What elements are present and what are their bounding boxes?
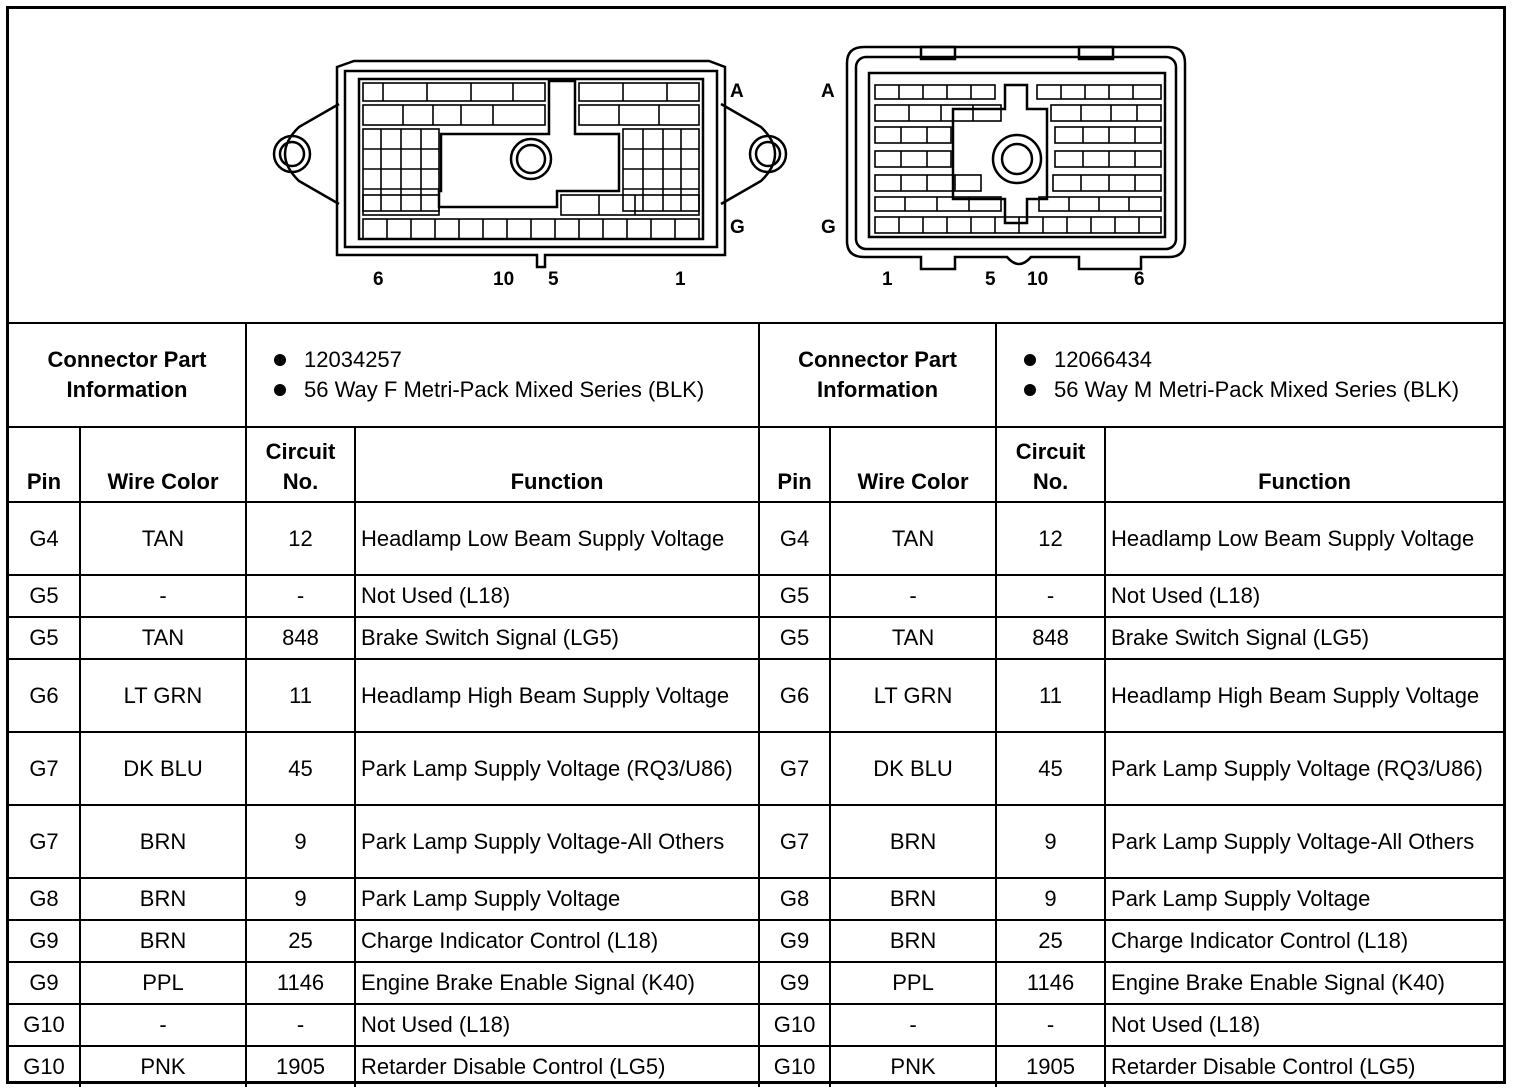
circuit-no-cell: 9 (246, 805, 355, 878)
function-cell: Engine Brake Enable Signal (K40) (355, 962, 759, 1004)
circuit-no-cell: 11 (996, 659, 1105, 732)
function-cell: Headlamp Low Beam Supply Voltage (355, 502, 759, 575)
left-part-description (274, 375, 753, 405)
left-pin-label-1: 1 (675, 269, 686, 290)
pin-header: Pin (9, 427, 80, 502)
pin-cell: G8 (9, 878, 80, 920)
wire-color-cell: PNK (80, 1046, 246, 1087)
right-pin-label-5: 5 (985, 269, 996, 290)
circuit-no-cell: 9 (996, 878, 1105, 920)
wire-color-cell: TAN (830, 617, 996, 659)
column-header-row (9, 427, 1503, 502)
wire-color-cell: PPL (80, 962, 246, 1004)
right-part-number (1024, 345, 1498, 375)
left-part-number-text: 12034257 (304, 347, 402, 372)
wire-color-cell: BRN (80, 805, 246, 878)
function-cell: Park Lamp Supply Voltage (RQ3/U86) (1105, 732, 1503, 805)
pin-cell: G5 (9, 617, 80, 659)
pin-cell: G10 (9, 1004, 80, 1046)
left-pin-label-5: 5 (548, 269, 559, 290)
function-header: Function (355, 427, 759, 502)
function-cell: Headlamp High Beam Supply Voltage (355, 659, 759, 732)
circuit-no-cell: 12 (996, 502, 1105, 575)
circuit-no-cell: - (246, 1004, 355, 1046)
left-pin-label-10: 10 (493, 269, 515, 290)
pin-cell: G10 (759, 1046, 830, 1087)
table-row (9, 878, 1503, 920)
function-cell: Not Used (L18) (355, 1004, 759, 1046)
pin-cell: G7 (9, 732, 80, 805)
right-connector-cavities (875, 85, 1161, 233)
function-cell: Headlamp Low Beam Supply Voltage (1105, 502, 1503, 575)
circuit-no-cell: - (996, 575, 1105, 617)
function-cell: Park Lamp Supply Voltage-All Others (355, 805, 759, 878)
wire-color-cell: - (80, 1004, 246, 1046)
table-row (9, 659, 1503, 732)
function-cell: Park Lamp Supply Voltage (355, 878, 759, 920)
bullet-icon (274, 354, 286, 366)
table-row (9, 1004, 1503, 1046)
function-cell: Retarder Disable Control (LG5) (1105, 1046, 1503, 1087)
circuit-no-cell: 45 (246, 732, 355, 805)
wire-color-cell: - (80, 575, 246, 617)
left-pin-label-6: 6 (373, 269, 384, 290)
right-part-description (1024, 375, 1498, 405)
function-cell: Not Used (L18) (1105, 575, 1503, 617)
left-part-number (274, 345, 753, 375)
circuit-no-cell: 25 (996, 920, 1105, 962)
pin-cell: G9 (759, 962, 830, 1004)
right-row-label-g: G (821, 217, 836, 238)
pin-cell: G5 (759, 617, 830, 659)
wire-color-cell: PPL (830, 962, 996, 1004)
circuit-no-cell: - (996, 1004, 1105, 1046)
connector-diagram (9, 9, 1503, 322)
wire-color-cell: - (830, 1004, 996, 1046)
pin-cell: G5 (9, 575, 80, 617)
pin-cell: G9 (9, 920, 80, 962)
circuit-no-cell: 1905 (996, 1046, 1105, 1087)
circuit-no-header: Circuit No. (246, 427, 355, 502)
left-row-label-g: G (730, 217, 745, 238)
wire-color-cell: DK BLU (80, 732, 246, 805)
circuit-no-cell: 12 (246, 502, 355, 575)
pin-cell: G8 (759, 878, 830, 920)
right-pin-label-1: 1 (882, 269, 893, 290)
function-cell: Charge Indicator Control (L18) (1105, 920, 1503, 962)
circuit-no-cell: 848 (996, 617, 1105, 659)
pin-cell: G10 (9, 1046, 80, 1087)
pin-cell: G9 (9, 962, 80, 1004)
right-pin-label-10: 10 (1027, 269, 1049, 290)
circuit-no-cell: 1146 (996, 962, 1105, 1004)
pin-cell: G7 (759, 732, 830, 805)
wire-color-header: Wire Color (830, 427, 996, 502)
left-row-label-a: A (730, 81, 744, 102)
wire-color-cell: TAN (80, 617, 246, 659)
wire-color-cell: BRN (830, 878, 996, 920)
table-row (9, 920, 1503, 962)
function-cell: Brake Switch Signal (LG5) (355, 617, 759, 659)
wire-color-cell: TAN (80, 502, 246, 575)
pin-cell: G4 (9, 502, 80, 575)
pin-cell: G4 (759, 502, 830, 575)
pin-header: Pin (759, 427, 830, 502)
circuit-no-cell: 1905 (246, 1046, 355, 1087)
table-row (9, 962, 1503, 1004)
function-cell: Retarder Disable Control (LG5) (355, 1046, 759, 1087)
circuit-no-cell: - (246, 575, 355, 617)
left-connector-info-label: Connector Part Information (9, 323, 246, 427)
function-cell: Park Lamp Supply Voltage (1105, 878, 1503, 920)
wire-color-cell: BRN (80, 878, 246, 920)
right-part-number-text: 12066434 (1054, 347, 1152, 372)
circuit-no-cell: 1146 (246, 962, 355, 1004)
circuit-no-cell: 848 (246, 617, 355, 659)
right-connector-info-label: Connector Part Information (759, 323, 996, 427)
wire-color-header: Wire Color (80, 427, 246, 502)
pinout-table (9, 322, 1503, 1087)
wire-color-cell: BRN (830, 920, 996, 962)
pin-cell: G10 (759, 1004, 830, 1046)
circuit-no-cell: 45 (996, 732, 1105, 805)
wire-color-cell: BRN (830, 805, 996, 878)
function-cell: Charge Indicator Control (L18) (355, 920, 759, 962)
function-cell: Engine Brake Enable Signal (K40) (1105, 962, 1503, 1004)
wire-color-cell: LT GRN (830, 659, 996, 732)
connector-sheet (6, 6, 1506, 1084)
wire-color-cell: LT GRN (80, 659, 246, 732)
left-connector-cavities (363, 83, 699, 239)
function-cell: Park Lamp Supply Voltage (RQ3/U86) (355, 732, 759, 805)
function-header: Function (1105, 427, 1503, 502)
left-connector-info (246, 323, 759, 427)
function-cell: Brake Switch Signal (LG5) (1105, 617, 1503, 659)
left-connector-shape (274, 61, 786, 267)
function-cell: Not Used (L18) (355, 575, 759, 617)
wire-color-cell: PNK (830, 1046, 996, 1087)
pin-cell: G6 (9, 659, 80, 732)
connector-drawing (9, 9, 1503, 322)
right-pin-label-6: 6 (1134, 269, 1145, 290)
table-row (9, 502, 1503, 575)
pin-cell: G5 (759, 575, 830, 617)
function-cell: Not Used (L18) (1105, 1004, 1503, 1046)
bullet-icon (1024, 384, 1036, 396)
bullet-icon (274, 384, 286, 396)
right-row-label-a: A (821, 81, 835, 102)
connector-info-row (9, 323, 1503, 427)
table-row (9, 732, 1503, 805)
table-row (9, 617, 1503, 659)
wire-color-cell: - (830, 575, 996, 617)
wire-color-cell: DK BLU (830, 732, 996, 805)
left-part-description-text: 56 Way F Metri-Pack Mixed Series (BLK) (304, 377, 705, 402)
pin-cell: G6 (759, 659, 830, 732)
table-row (9, 805, 1503, 878)
circuit-no-cell: 9 (996, 805, 1105, 878)
table-row (9, 575, 1503, 617)
pin-cell: G7 (9, 805, 80, 878)
right-part-description-text: 56 Way M Metri-Pack Mixed Series (BLK) (1054, 377, 1460, 402)
table-row (9, 1046, 1503, 1087)
circuit-no-cell: 9 (246, 878, 355, 920)
pin-cell: G9 (759, 920, 830, 962)
wire-color-cell: BRN (80, 920, 246, 962)
function-cell: Headlamp High Beam Supply Voltage (1105, 659, 1503, 732)
circuit-no-cell: 11 (246, 659, 355, 732)
right-connector-info (996, 323, 1503, 427)
bullet-icon (1024, 354, 1036, 366)
circuit-no-cell: 25 (246, 920, 355, 962)
function-cell: Park Lamp Supply Voltage-All Others (1105, 805, 1503, 878)
circuit-no-header: Circuit No. (996, 427, 1105, 502)
wire-color-cell: TAN (830, 502, 996, 575)
pin-cell: G7 (759, 805, 830, 878)
